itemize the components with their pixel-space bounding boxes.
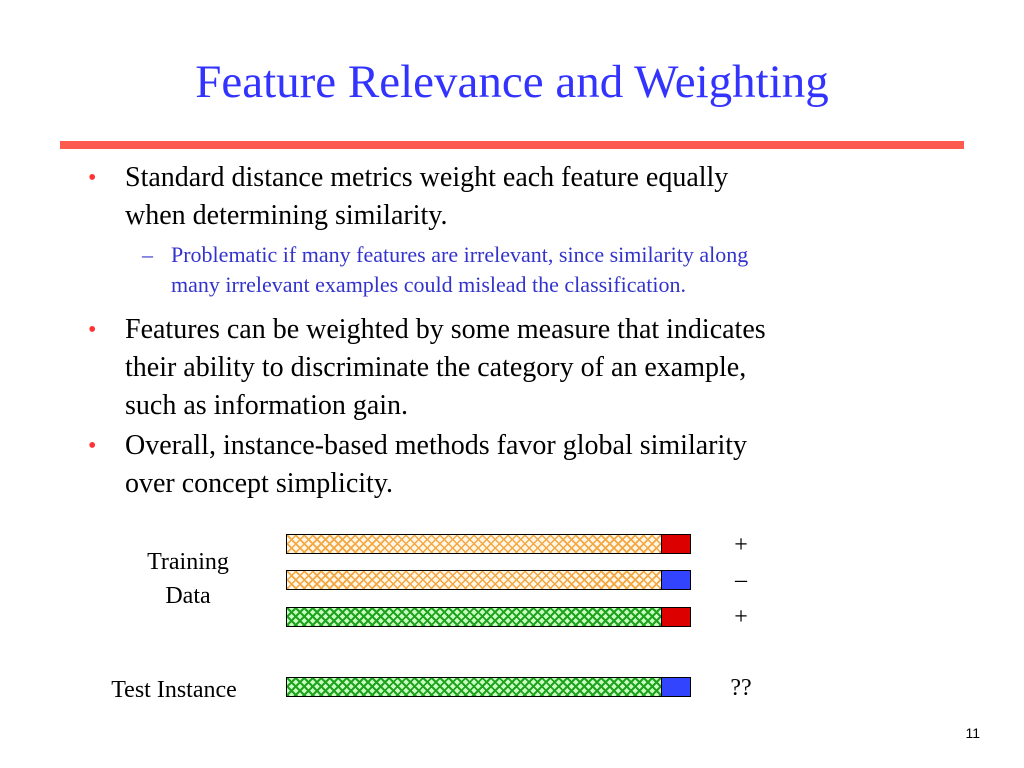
bullet-marker: • [88, 317, 97, 343]
class-label-unknown: ?? [730, 675, 752, 701]
training-label-line-1: Training [147, 549, 229, 575]
class-label: + [734, 604, 748, 630]
bullet-2-line-3: such as information gain. [125, 390, 409, 421]
sub-bullet-line-2: many irrelevant examples could mislead the classification. [171, 272, 686, 297]
test-instance-label: Test Instance [111, 677, 237, 703]
training-label-line-2: Data [165, 583, 211, 609]
bullet-1-line-1: Standard distance metrics weight each feature equally [125, 162, 729, 193]
training-feature-bar [286, 570, 662, 590]
bullet-2-line-2: their ability to discriminate the category of an example, [125, 352, 747, 383]
test-feature-bar [286, 677, 662, 697]
page-number: 11 [965, 725, 980, 741]
title-divider [60, 141, 964, 149]
slide-title: Feature Relevance and Weighting [195, 56, 829, 108]
class-box-positive [661, 534, 691, 554]
bullet-marker: • [88, 433, 97, 459]
bullet-3-line-1: Overall, instance-based methods favor global similarity [125, 430, 748, 461]
class-label: + [734, 532, 748, 558]
bullet-3-line-2: over concept simplicity. [125, 468, 393, 499]
sub-bullet-line-1: Problematic if many features are irrelevant, since similarity along [171, 242, 749, 267]
class-box-negative [661, 570, 691, 590]
class-box-unknown [661, 677, 691, 697]
training-feature-bar [286, 607, 662, 627]
training-feature-bar [286, 534, 662, 554]
class-label: – [735, 567, 747, 593]
bullet-marker: • [88, 165, 97, 191]
bullet-1-line-2: when determining similarity. [125, 200, 448, 231]
class-box-positive [661, 607, 691, 627]
bullet-2-line-1: Features can be weighted by some measure that indicates [125, 314, 766, 345]
sub-bullet-marker: – [142, 242, 153, 267]
